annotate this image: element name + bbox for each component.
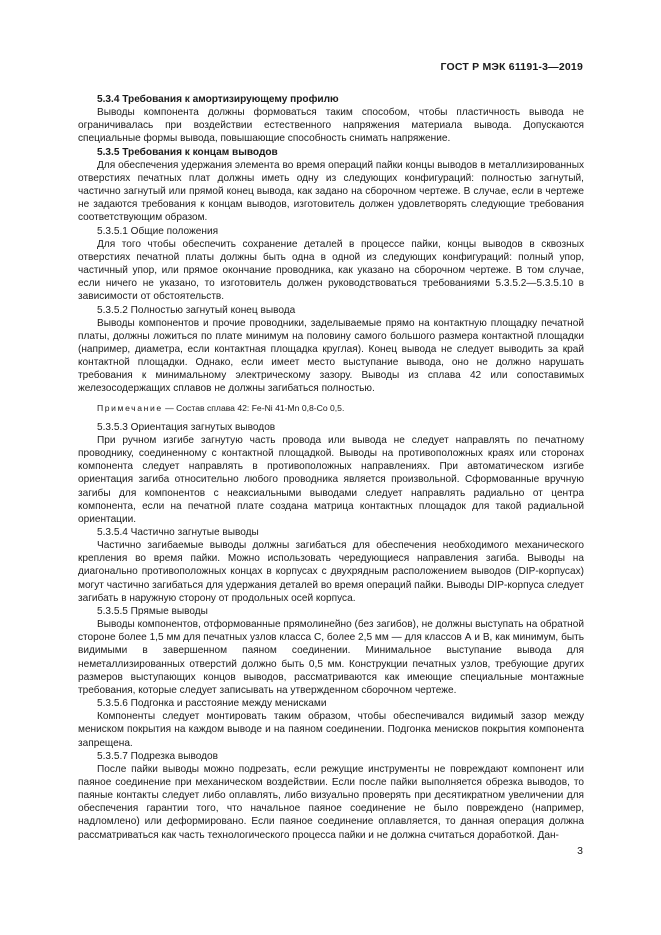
page-number: 3 — [577, 845, 583, 857]
subsection-heading: 5.3.5.4 Частично загнутые выводы — [97, 527, 259, 538]
body-paragraph: Для того чтобы обеспечить сохранение деталей в процессе пайки, концы выводов в сквозных отверстиях печатной платы должны быть одна в одной из следующих конфигураций: полный упор, частичный упор, или прямое окончание проводника, как указано на сборочном чертеже. В том случае, если ничего не указано, то изготовитель должен руководствоваться требованиями 5.3.5.2—5.3.5.10 в зависимости от обстоятельств. — [78, 238, 584, 303]
note-text: — Состав сплава 42: Fe-Ni 41-Mn 0,8-Co 0,5. — [162, 402, 345, 413]
body-paragraph: Выводы компонентов, отформованные прямолинейно (без загибов), не должны выступать на обратной стороне более 1,5 мм для печатных узлов класса С, более 2,5 мм — для классов А и В, как минимум, быть видимыми в завершенном паяном соединении. Минимальное выступание вывода для неметаллизированных отверстий должно быть 0,5 мм. Конструкции печатных узлов, требующие других размеров выступающих концов выводов, рассматриваются как имеющие специальные монтажные требования, которые следует записывать на утвержденном сборочном чертеже. — [78, 619, 585, 696]
subsection-heading: 5.3.5.5 Прямые выводы — [97, 605, 208, 617]
subsection-heading: 5.3.5.6 Подгонка и расстояние между менисками — [97, 698, 327, 710]
body-paragraph: Компоненты следует монтировать таким образом, чтобы обеспечивался видимый зазор между мениском покрытия на каждом выводе и на паяном соединении. Подгонка менисков покрытия компонента запрещена. — [78, 711, 584, 749]
body-paragraph: Для обеспечения удержания элемента во время операций пайки концы выводов в металлизированных отверстиях печатных плат должны иметь одну из следующих конфигураций: полностью загнутый, частично загнутый или прямой конец вывода, как задано на сборочном чертеже. В случае, если в чертеже не задаются требования к концам выводов, изготовитель должен удовлетворять следующие требования соответствующим образом. — [78, 159, 584, 224]
body-paragraph: После пайки выводы можно подрезать, если режущие инструменты не повреждают компонент или паяное соединение при механическом воздействии. Если после пайки выполняется обрезка выводов, то паяные контакты следует либо оплавлять, либо визуально проверять при десятикратном увеличении для обеспечения гарантии того, что начальное паяное соединение не было повреждено (например, надломлено) или деформировано. Если паяное соединение оплавляется, то данная операция должна рассматриваться как часть технологического процесса пайки и не должна считаться доработкой. Дан- — [78, 763, 584, 841]
body-paragraph: Выводы компонента должны формоваться таким способом, чтобы пластичность вывода не ограничивалась при воздействии естественного напряжения материала вывода. Допускаются специальные формы вывода, повышающие способность снимать напряжение. — [78, 107, 584, 145]
subsection-heading: 5.3.5.1 Общие положения — [97, 225, 219, 237]
body-paragraph: Частично загибаемые выводы должны загибаться для обеспечения необходимого механического крепления во время пайки. Можно использовать чередующиеся направления загиба. Выводы на диагонально противоположных концах в корпусах с двухрядным расположением выводов (DIP-корпусах) могут частично загибаться для удержания деталей во время операций пайки. Выводы DIP-корпуса следует загибать в наружную сторону от продольных осей корпуса. — [78, 540, 584, 604]
subsection-heading: 5.3.5.2 Полностью загнутый конец вывода — [97, 304, 296, 316]
body-paragraph: Выводы компонентов и прочие проводники, заделываемые прямо на контактную площадку печатной платы, должны ложиться по плате минимум на половину самого большого размера контактной площадки (например, диаметра, если контактная площадка круглая). Конец вывода не следует выводить за край контактной площадки. Однако, если имеет место выступание вывода, оно не должно нарушать требования к минимальному электрическому зазору. Выводы из сплава 42 или сопоставимых железосодержащих сплавов не должны загибаться полностью. — [78, 317, 584, 395]
note-label: Примечание — [97, 402, 163, 413]
section-heading: 5.3.4 Требования к амортизирующему профилю — [97, 94, 339, 105]
subsection-heading: 5.3.5.3 Ориентация загнутых выводов — [97, 421, 276, 433]
section-heading: 5.3.5 Требования к концам выводов — [97, 146, 278, 158]
document-body — [78, 93, 584, 842]
document-code: ГОСТ Р МЭК 61191-3—2019 — [440, 61, 583, 73]
note — [78, 402, 584, 415]
subsection-heading: 5.3.5.7 Подрезка выводов — [97, 750, 219, 762]
body-paragraph: При ручном изгибе загнутую часть провода или вывода не следует направлять по печатному проводнику, соединенному с контактной площадкой. Выводы на противоположных краях или сторонах компонента следует направлять в противоположных направлениях. При автоматическом изгибе ориентация загиба относительно любого проводника является произвольной. Сформованные вручную загибы для компонентов с неаксиальными выводами следует направлять радиально от центра компонента, если на печатной плате создана матрица контактных площадок для такой радиальной ориентации. — [78, 434, 584, 525]
